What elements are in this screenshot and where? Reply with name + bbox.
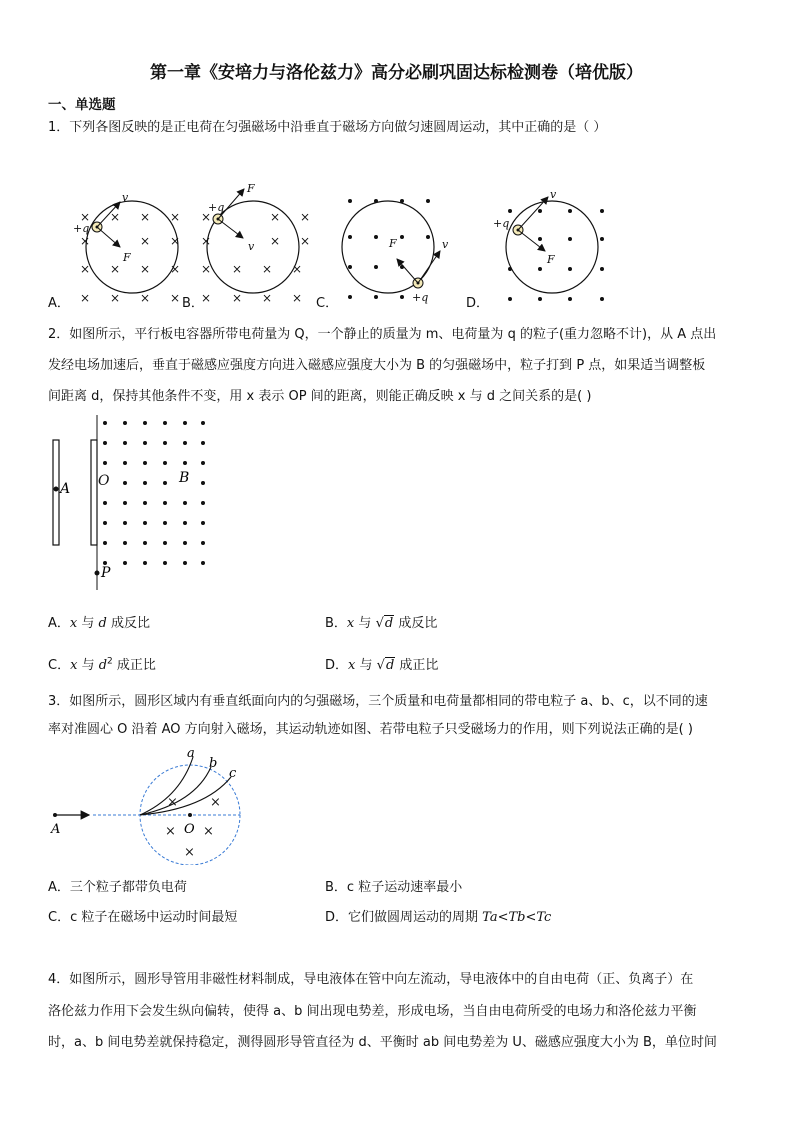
svg-text:×: × xyxy=(170,234,181,248)
q3-figure xyxy=(45,745,305,865)
svg-text:×: × xyxy=(292,262,303,276)
q2-stem-line2: 发经电场加速后，垂直于磁感应强度方向进入磁感应强度大小为 B 的匀强磁场中，粒子打到 P 点，如果适当调整板 xyxy=(48,358,706,373)
q1-c-v-label: v xyxy=(442,238,449,251)
q1-d-v-label: v xyxy=(550,188,557,201)
q1-stem: 1．下列各图反映的是正电荷在匀强磁场中沿垂直于磁场方向做匀速圆周运动，其中正确的是（ ） xyxy=(48,120,607,135)
svg-text:×: × xyxy=(80,234,91,248)
q4-line2: 洛伦兹力作用下会发生纵向偏转，使得 a、b 间出现电势差，形成电场，当自由电荷所受的电场力和洛伦兹力平衡 xyxy=(48,1004,697,1019)
svg-text:×: × xyxy=(300,210,311,224)
section-heading: 一、单选题 xyxy=(48,97,116,113)
q1-c-f-label: F xyxy=(389,237,397,250)
svg-text:×: × xyxy=(110,210,121,224)
q2-option-a: A．x 与 d 成反比 xyxy=(48,616,151,631)
svg-text:×: × xyxy=(210,795,221,810)
q3-fig-a-label: a xyxy=(187,746,195,761)
q3-option-a: A．三个粒子都带负电荷 xyxy=(48,880,187,895)
svg-text:×: × xyxy=(110,262,121,276)
svg-text:×: × xyxy=(140,291,151,305)
svg-text:×: × xyxy=(270,210,281,224)
svg-text:×: × xyxy=(270,234,281,248)
svg-text:×: × xyxy=(232,291,243,305)
q3-fig-b-label: b xyxy=(209,756,218,771)
q2-stem-line1: 2．如图所示，平行板电容器所带电荷量为 Q，一个静止的质量为 m、电荷量为 q 的粒子(重力忽略不计)，从 A 点出 xyxy=(48,327,717,342)
q3-option-d: D．它们做圆周运动的周期 Ta<Tb<Tc xyxy=(325,910,552,925)
q1-figure-c xyxy=(342,199,449,304)
q1-a-f-label: F xyxy=(123,251,131,264)
q2-fig-o-label: O xyxy=(98,473,110,489)
q1-d-charge-label: +q xyxy=(493,217,510,230)
q1-a-v-label: v xyxy=(122,191,129,204)
q1-figure-b xyxy=(201,182,310,305)
q1-c-charge-label: +q xyxy=(412,291,429,304)
svg-text:×: × xyxy=(170,262,181,276)
q2-figure xyxy=(45,415,225,595)
svg-text:×: × xyxy=(300,234,311,248)
svg-text:×: × xyxy=(203,824,214,839)
q3-fig-A-label: A xyxy=(51,822,61,837)
q2-option-d: D．x 与 √d 成正比 xyxy=(325,658,439,673)
q2-fig-a-label: A xyxy=(60,481,71,497)
q2-stem-line3: 间距离 d，保持其他条件不变，用 x 表示 OP 间的距离，则能正确反映 x 与 d 之间关系的是( ) xyxy=(48,389,592,404)
svg-text:×: × xyxy=(140,262,151,276)
q3-fig-O-label: O xyxy=(184,822,195,837)
q2-option-c: C．x 与 $d^2$ 成正比 xyxy=(48,656,156,673)
svg-text:×: × xyxy=(167,795,178,810)
svg-text:×: × xyxy=(80,262,91,276)
svg-text:×: × xyxy=(80,291,91,305)
q1-figure-d xyxy=(493,188,604,301)
q1-option-b-label: B． xyxy=(182,296,204,311)
svg-text:×: × xyxy=(201,291,212,305)
q2-fig-b-label: B xyxy=(179,470,190,486)
svg-text:×: × xyxy=(80,210,91,224)
svg-text:×: × xyxy=(201,234,212,248)
svg-text:×: × xyxy=(184,845,195,860)
svg-text:×: × xyxy=(170,210,181,224)
q1-figure-a xyxy=(73,191,180,305)
svg-text:×: × xyxy=(201,262,212,276)
svg-text:×: × xyxy=(165,824,176,839)
q3-option-c: C．c 粒子在磁场中运动时间最短 xyxy=(48,910,238,925)
q1-b-v-label: v xyxy=(248,240,255,253)
q1-b-f-label: F xyxy=(247,182,255,195)
svg-text:×: × xyxy=(201,210,212,224)
q1-figures xyxy=(40,175,620,310)
q2-option-b: B．x 与 √d 成反比 xyxy=(325,616,438,631)
q1-option-c-label: C． xyxy=(316,296,339,311)
q1-option-a-label: A． xyxy=(48,296,70,311)
q1-b-charge-label: +q xyxy=(208,201,225,214)
svg-text:×: × xyxy=(170,291,181,305)
svg-text:×: × xyxy=(232,262,243,276)
q3-stem-line2: 率对准圆心 O 沿着 AO 方向射入磁场，其运动轨迹如图、若带电粒子只受磁场力的作用，则下列说法正确的是( ) xyxy=(48,722,693,737)
svg-text:×: × xyxy=(262,291,273,305)
svg-text:×: × xyxy=(262,262,273,276)
svg-text:×: × xyxy=(140,210,151,224)
q1-d-f-label: F xyxy=(547,253,555,266)
page-title: 第一章《安培力与洛伦兹力》高分必刷巩固达标检测卷（培优版） xyxy=(150,63,643,83)
q4-line1: 4．如图所示，圆形导管用非磁性材料制成，导电液体在管中向左流动，导电液体中的自由电荷（正、负离子）在 xyxy=(48,972,694,987)
q4-line3: 时，a、b 间电势差就保持稳定，测得圆形导管直径为 d、平衡时 ab 间电势差为 U、磁感应强度大小为 B，单位时间 xyxy=(48,1035,717,1050)
svg-text:×: × xyxy=(292,291,303,305)
q3-fig-c-label: c xyxy=(229,766,237,781)
q2-fig-p-label: P xyxy=(101,565,111,581)
q3-stem-line1: 3．如图所示，圆形区域内有垂直纸面向内的匀强磁场，三个质量和电荷量都相同的带电粒子 a、b、c，以不同的速 xyxy=(48,694,708,709)
q1-a-charge-label: +q xyxy=(73,222,90,235)
q3-option-b: B．c 粒子运动速率最小 xyxy=(325,880,463,895)
svg-text:×: × xyxy=(110,291,121,305)
q1-option-d-label: D． xyxy=(466,296,490,311)
svg-text:×: × xyxy=(140,234,151,248)
